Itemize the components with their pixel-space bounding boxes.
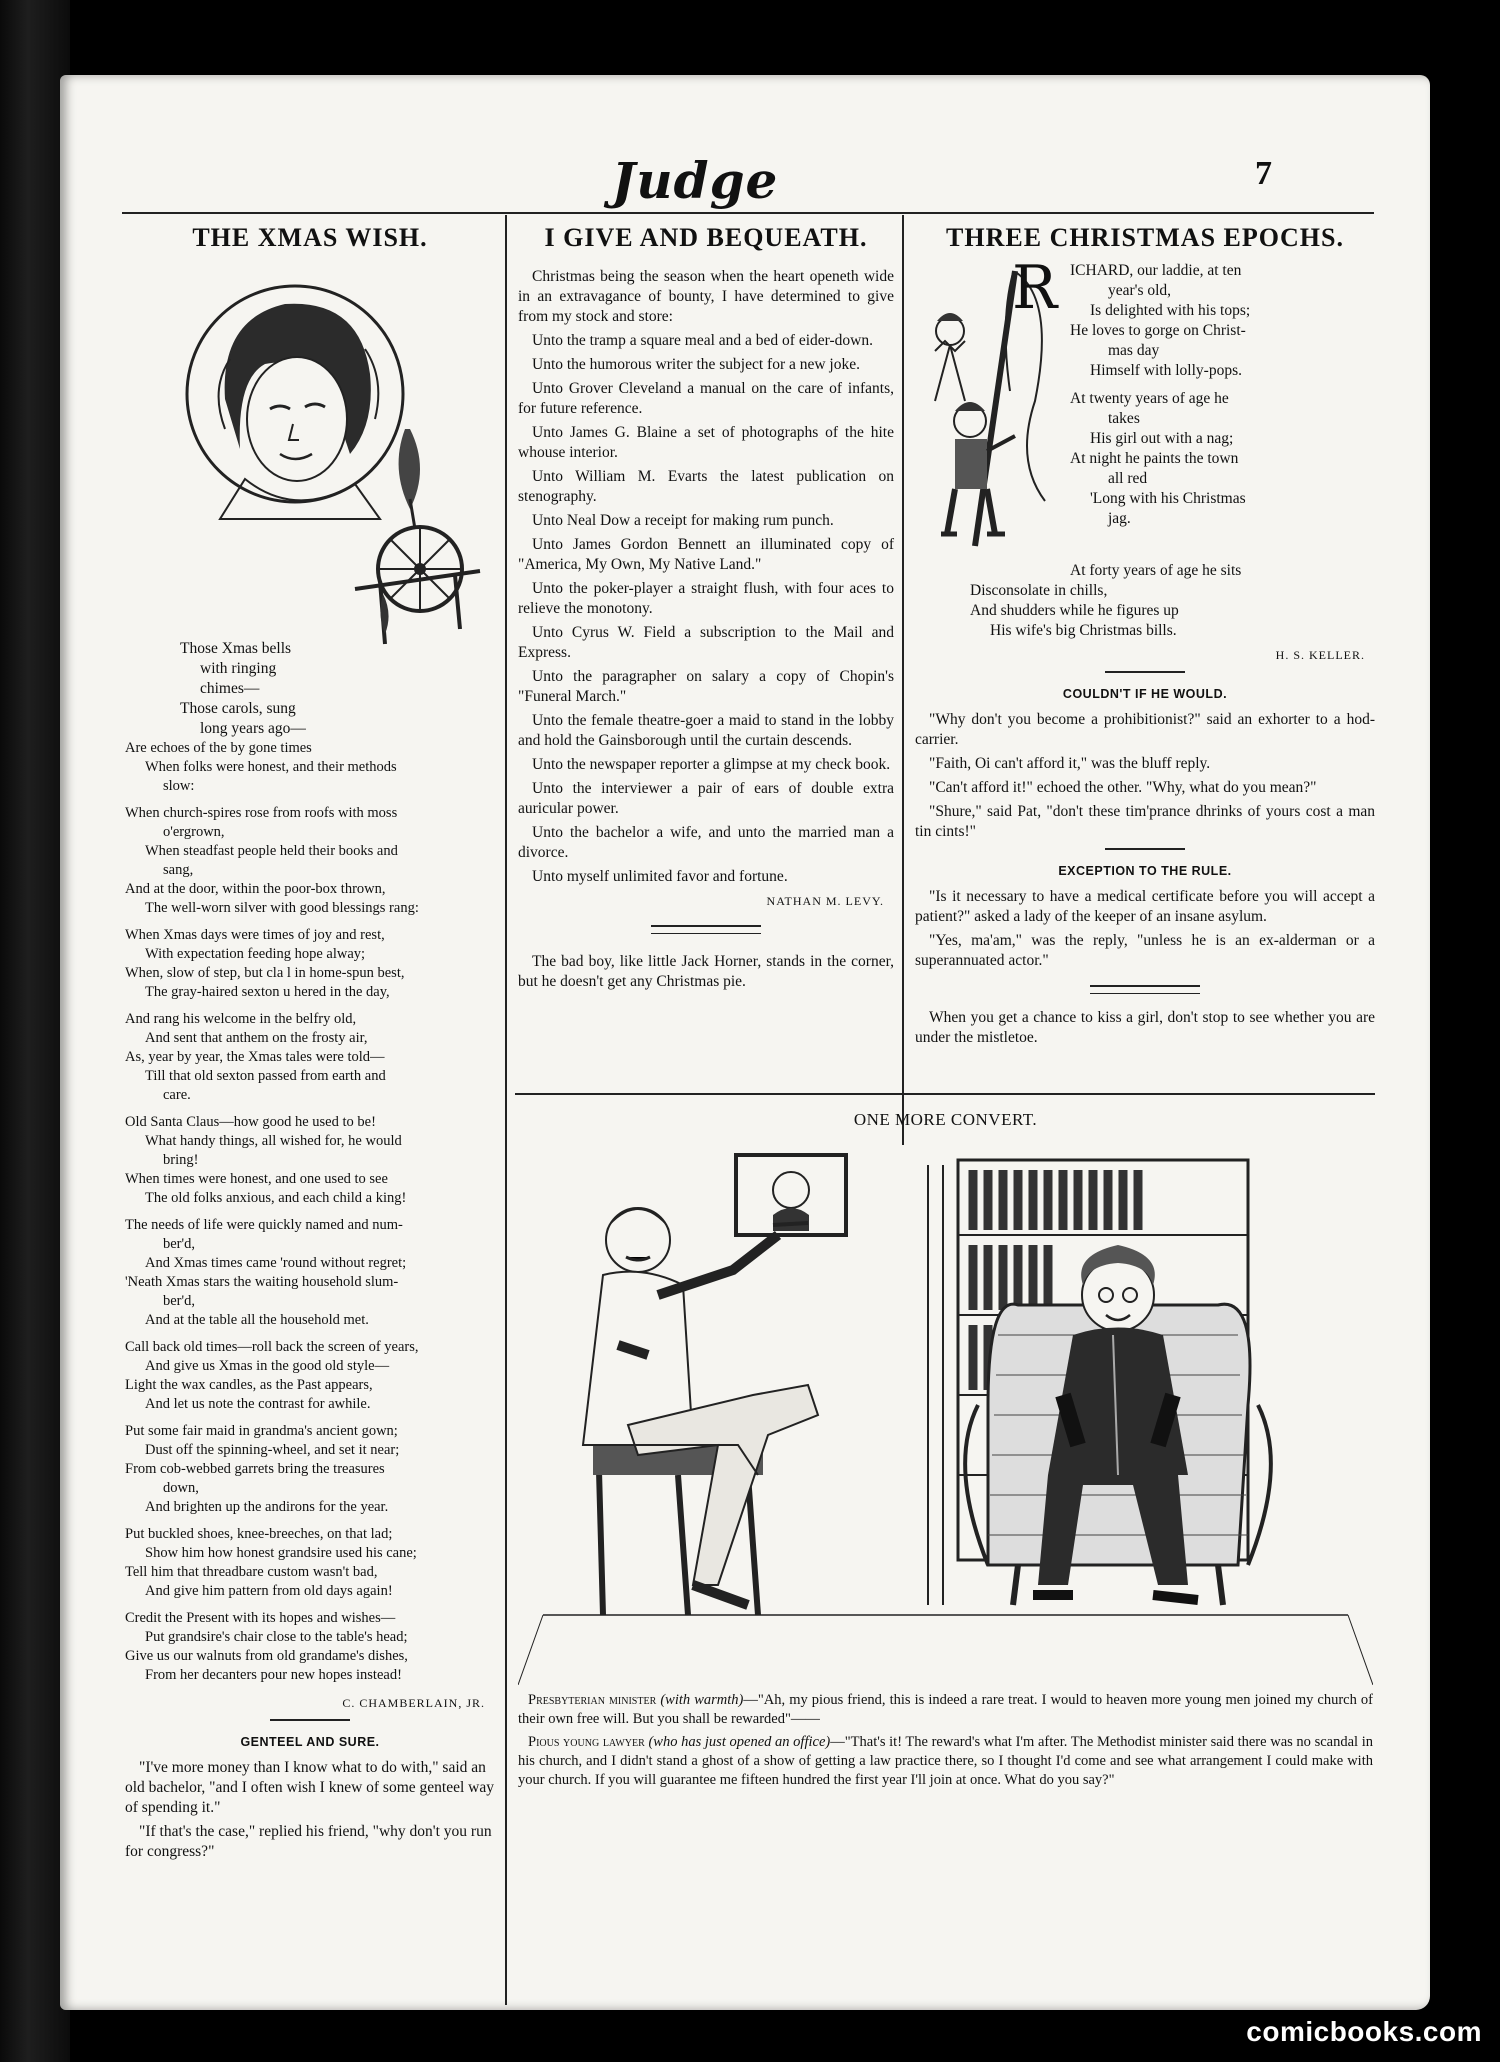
- verse-line: Give us our walnuts from old grandame's dishes,: [125, 1648, 408, 1664]
- epochs-verse-final: [915, 561, 1375, 641]
- verse-line: slow:: [163, 778, 195, 794]
- verse-line: Are echoes of the by gone times: [125, 740, 312, 756]
- verse-line: And at the table all the household met.: [145, 1312, 369, 1328]
- stanza: [1070, 261, 1375, 381]
- epochs-verse-block: [915, 253, 1375, 561]
- verse-line: all red: [1108, 470, 1148, 487]
- sub-article-title: GENTEEL AND SURE.: [240, 1735, 380, 1749]
- verse-line: 'Neath Xmas stars the waiting household slum-: [125, 1274, 399, 1290]
- double-rule: [651, 925, 761, 934]
- masthead: [585, 140, 805, 220]
- verse-line: o'ergrown,: [163, 824, 225, 840]
- paragraph: "Can't afford it!" echoed the other. "Why, what do you mean?": [929, 779, 1317, 796]
- paragraph: "Why don't you become a prohibitionist?" said an exhorter to a hod-carrier.: [915, 711, 1375, 748]
- verse-line: His wife's big Christmas bills.: [990, 622, 1177, 639]
- verse-line: When Xmas days were times of joy and rest,: [125, 927, 385, 943]
- verse-line: When times were honest, and one used to see: [125, 1171, 388, 1187]
- stanza: [125, 1010, 495, 1105]
- verse-line: Disconsolate in chills,: [970, 582, 1108, 599]
- verse-line: From cob-webbed garrets bring the treasures: [125, 1461, 385, 1477]
- paragraph: Unto the newspaper reporter a glimpse at my check book.: [532, 756, 891, 773]
- section-rule: [1105, 671, 1185, 674]
- verse-line: sang,: [163, 862, 194, 878]
- author-signature: H. S. KELLER.: [1275, 648, 1365, 662]
- stage-direction: (with warmth): [660, 1692, 744, 1708]
- paragraph: Unto the tramp a square meal and a bed of eider-down.: [532, 332, 873, 349]
- paragraph: Unto Cyrus W. Field a subscription to the Mail and Express.: [518, 624, 894, 661]
- verse-line: mas day: [1108, 342, 1160, 359]
- stanza: [1070, 389, 1375, 529]
- paragraph: "I've more money than I know what to do with," said an old bachelor, "and I often wish I knew of some genteel way of spending it.": [125, 1759, 494, 1816]
- stanza: [125, 1113, 495, 1208]
- article-title-xmas-wish: THE XMAS WISH.: [192, 223, 428, 252]
- paragraph: Unto the humorous writer the subject for a new joke.: [532, 356, 860, 373]
- epochs-verse: [1012, 253, 1375, 537]
- xmas-wish-intro-verse: [125, 639, 495, 739]
- page-number: 7: [1255, 155, 1272, 192]
- verse-line: long years ago—: [200, 720, 306, 737]
- column-divider-2: [902, 215, 904, 1145]
- cartoon-caption: [518, 1691, 1373, 1790]
- header-rule: [122, 212, 1374, 214]
- verse-line: Tell him that threadbare custom wasn't bad,: [125, 1564, 378, 1580]
- verse-line: Show him how honest grandsire used his cane;: [145, 1545, 417, 1561]
- verse-line: ber'd,: [163, 1236, 196, 1252]
- verse-line: Call back old times—roll back the screen of years,: [125, 1339, 419, 1355]
- verse-line: Put buckled shoes, knee-breeches, on that lad;: [125, 1526, 393, 1542]
- verse-line: And shudders while he figures up: [970, 602, 1179, 619]
- verse-line: And give us Xmas in the good old style—: [145, 1358, 390, 1374]
- paragraph: Unto the female theatre-goer a maid to stand in the lobby and hold the Gainsborough until the curtain descends.: [518, 712, 894, 749]
- paragraph: "If that's the case," replied his friend, "why don't you run for congress?": [125, 1823, 492, 1860]
- stage-direction: (who has just opened an office): [648, 1734, 831, 1750]
- verse-line: chimes—: [200, 680, 260, 697]
- paragraph: Unto James Gordon Bennett an illuminated copy of "America, My Own, My Native Land.": [518, 536, 894, 573]
- paragraph: Unto Grover Cleveland a manual on the care of infants, for future reference.: [518, 380, 894, 417]
- verse-line: As, year by year, the Xmas tales were told—: [125, 1049, 385, 1065]
- verse-line: Himself with lolly-pops.: [1090, 362, 1242, 379]
- verse-line: Old Santa Claus—how good he used to be!: [125, 1114, 376, 1130]
- paragraph: "Yes, ma'am," was the reply, "unless he is an ex-alderman or a superannuated actor.": [915, 932, 1375, 969]
- verse-line: At forty years of age he sits: [1070, 562, 1242, 579]
- stanza: [125, 1609, 495, 1685]
- stanza: [125, 1422, 495, 1517]
- paragraph: Unto the bachelor a wife, and unto the married man a divorce.: [518, 824, 894, 861]
- paragraph: "Is it necessary to have a medical certificate before you will accept a patient?" asked a lady of the keeper of an insane asylum.: [915, 888, 1375, 925]
- sub-article-title: EXCEPTION TO THE RULE.: [1058, 864, 1232, 878]
- lawyer-and-minister-cartoon: [518, 1145, 1373, 1685]
- article-title-give-and-bequeath: I GIVE AND BEQUEATH.: [544, 223, 868, 252]
- verse-line: down,: [163, 1480, 199, 1496]
- verse-line: Those Xmas bells: [180, 640, 292, 657]
- double-rule: [1090, 985, 1200, 994]
- cartoon-title: ONE MORE CONVERT.: [853, 1110, 1038, 1129]
- stanza: [125, 739, 495, 796]
- verse-line: Is delighted with his tops;: [1090, 302, 1251, 319]
- verse-line: And give him pattern from old days again!: [145, 1583, 393, 1599]
- stanza: [125, 1525, 495, 1601]
- magazine-page: [60, 75, 1430, 2010]
- verse-line: At twenty years of age he: [1070, 390, 1229, 407]
- speaker-label: Pious young lawyer: [528, 1734, 645, 1750]
- caption-text: —"That's it! The reward's what I'm after. The Methodist minister said there was no scandal in his church, and I didn't stand a ghost of a show of getting a law practice there, so I thought I'd come and see what arrangement I could make with your church. If you will guarantee me fifteen hundred the first year I'll join at once. What do you say?": [518, 1734, 1373, 1788]
- xmas-wish-verse: [125, 739, 495, 1685]
- verse-line: Dust off the spinning-wheel, and set it near;: [145, 1442, 400, 1458]
- verse-line: When, slow of step, but cla l in home-spun best,: [125, 965, 405, 981]
- stanza: [125, 804, 495, 918]
- verse-line: What handy things, all wished for, he would: [145, 1133, 402, 1149]
- paragraph: The bad boy, like little Jack Horner, stands in the corner, but he doesn't get any Christmas pie.: [518, 953, 894, 990]
- paragraph: Christmas being the season when the heart openeth wide in an extravagance of bounty, I have determined to give from my stock and store:: [518, 268, 894, 325]
- paragraph: Unto James G. Blaine a set of photographs of the hite whouse interior.: [518, 424, 894, 461]
- verse-line: When steadfast people held their books and: [145, 843, 398, 859]
- watermark: comicbooks.com: [1246, 2016, 1482, 2047]
- section-rule: [1105, 848, 1185, 851]
- woman-spinning-wheel-illustration: [125, 259, 495, 649]
- verse-line: And let us note the contrast for awhile.: [145, 1396, 371, 1412]
- verse-line: ber'd,: [163, 1293, 196, 1309]
- cartoon-one-more-convert: [518, 1105, 1373, 1794]
- verse-line: Those carols, sung: [180, 700, 296, 717]
- verse-line: He loves to gorge on Christ-: [1070, 322, 1246, 339]
- verse-line: At night he paints the town: [1070, 450, 1239, 467]
- verse-line: jag.: [1108, 510, 1131, 527]
- verse-line: The gray-haired sexton u hered in the day,: [145, 984, 390, 1000]
- paragraph: Unto myself unlimited favor and fortune.: [532, 868, 788, 885]
- paragraph: "Shure," said Pat, "don't these tim'prance dhrinks of yours cost a man tin cints!": [915, 803, 1375, 840]
- verse-line: The needs of life were quickly named and num-: [125, 1217, 403, 1233]
- caption-text: —"Ah, my pious friend, this is indeed a rare treat. I would to heaven more young men joined my church of their own free will. But you shall be rewarded"——: [518, 1692, 1374, 1727]
- verse-line: 'Long with his Christmas: [1090, 490, 1246, 507]
- paragraph: "Faith, Oi can't afford it," was the bluff reply.: [929, 755, 1211, 772]
- paragraph: When you get a chance to kiss a girl, don't stop to see whether you are under the mistletoe.: [915, 1009, 1375, 1046]
- verse-line: Put grandsire's chair close to the table's head;: [145, 1629, 408, 1645]
- stanza: [125, 926, 495, 1002]
- column-divider-1: [505, 215, 507, 2005]
- verse-line: When folks were honest, and their methods: [145, 759, 397, 775]
- verse-line: takes: [1108, 410, 1140, 427]
- verse-line: ICHARD, our laddie, at ten: [1070, 262, 1242, 279]
- verse-line: The old folks anxious, and each child a king!: [145, 1190, 407, 1206]
- verse-line: When church-spires rose from roofs with moss: [125, 805, 398, 821]
- paragraph: Unto the poker-player a straight flush, with four aces to relieve the monotony.: [518, 580, 894, 617]
- verse-line: And rang his welcome in the belfry old,: [125, 1011, 357, 1027]
- speaker-label: Presbyterian minister: [528, 1692, 657, 1708]
- verse-line: And at the door, within the poor-box thrown,: [125, 881, 386, 897]
- paragraph: Unto the interviewer a pair of ears of double extra auricular power.: [518, 780, 894, 817]
- author-signature: NATHAN M. LEVY.: [766, 894, 884, 908]
- verse-line: care.: [163, 1087, 191, 1103]
- verse-line: With expectation feeding hope alway;: [145, 946, 366, 962]
- verse-line: year's old,: [1108, 282, 1172, 299]
- caption-paragraph: [518, 1691, 1373, 1729]
- verse-line: Credit the Present with its hopes and wishes—: [125, 1610, 396, 1626]
- author-signature: C. CHAMBERLAIN, JR.: [342, 1696, 485, 1710]
- verse-line: The well-worn silver with good blessings rang:: [145, 900, 419, 916]
- verse-line: with ringing: [200, 660, 277, 677]
- verse-line: And sent that anthem on the frosty air,: [145, 1030, 368, 1046]
- verse-line: bring!: [163, 1152, 199, 1168]
- verse-line: And brighten up the andirons for the year.: [145, 1499, 389, 1515]
- article-title-three-christmas-epochs: THREE CHRISTMAS EPOCHS.: [946, 223, 1344, 252]
- sub-article-title: COULDN'T IF HE WOULD.: [1062, 687, 1228, 701]
- verse-line: And Xmas times came 'round without regret;: [145, 1255, 407, 1271]
- column-xmas-wish: [125, 223, 495, 1866]
- verse-line: From her decanters pour new hopes instead!: [145, 1667, 402, 1683]
- drop-cap: R: [1012, 253, 1058, 323]
- verse-line: Put some fair maid in grandma's ancient gown;: [125, 1423, 398, 1439]
- verse-line: His girl out with a nag;: [1090, 430, 1234, 447]
- verse-line: Light the wax candles, as the Past appears,: [125, 1377, 373, 1393]
- paragraph: Unto William M. Evarts the latest publication on stenography.: [518, 468, 894, 505]
- cartoon-top-rule: [515, 1093, 1375, 1095]
- section-rule: [270, 1719, 350, 1722]
- stanza: [125, 1338, 495, 1414]
- masthead-title: Judge: [611, 150, 779, 210]
- paragraph: Unto Neal Dow a receipt for making rum punch.: [532, 512, 834, 529]
- column-give-and-bequeath: [518, 223, 894, 996]
- column-three-christmas-epochs: [915, 223, 1375, 1052]
- verse-line: Till that old sexton passed from earth and: [145, 1068, 386, 1084]
- caption-paragraph: [518, 1733, 1373, 1790]
- stanza: [125, 1216, 495, 1330]
- paragraph: Unto the paragrapher on salary a copy of Chopin's "Funeral March.": [518, 668, 894, 705]
